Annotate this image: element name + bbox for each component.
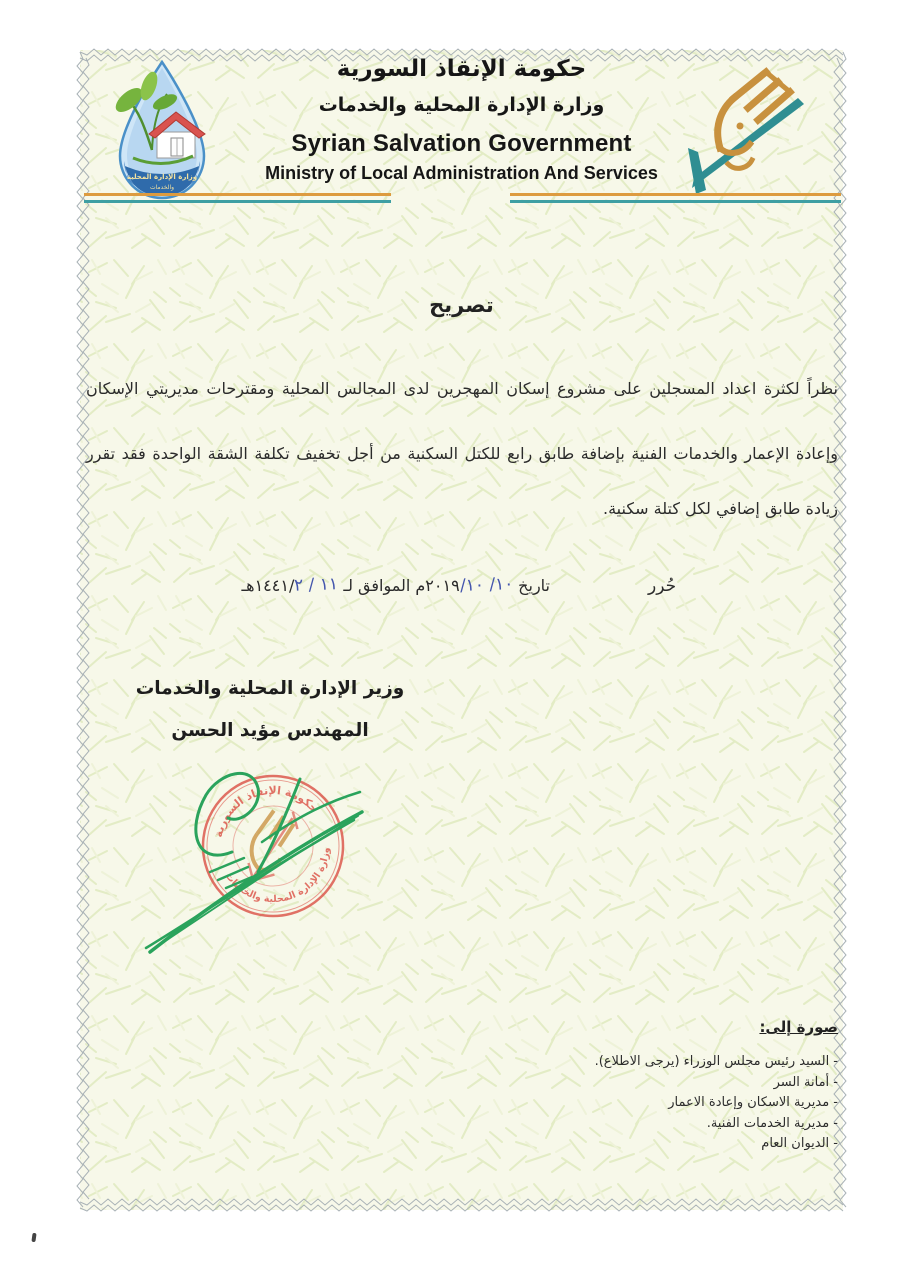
cc-item: - مديرية الخدمات الفنية.	[706, 1115, 838, 1131]
handwritten-hijri-day-month: ١١ / ٢	[294, 574, 339, 596]
document-title: تصريح	[429, 293, 494, 317]
date-line	[200, 576, 550, 596]
stamp-top-text: حكومة الإنقاذ السورية	[211, 783, 321, 839]
body-line-2: وإعادة الإعمار والخدمات الفنية بإضافة طابق رابع للكتل السكنية من أجل تخفيف تكلفة الشقة الواحدة فقد تقرر	[86, 444, 838, 463]
drop-logo-caption-line2: والخدمات	[149, 184, 175, 191]
date-year-and-middle: ٢٠١٩م الموافق لـ	[338, 576, 460, 595]
date-prefix: تاريخ	[513, 576, 550, 595]
copies-to-heading: صورة إلى:	[759, 1018, 838, 1036]
header-government-arabic: حكومة الإنقاذ السورية	[336, 56, 587, 82]
cc-item: - أمانة السر	[773, 1074, 838, 1090]
written-at-label: حُرر	[648, 576, 677, 596]
body-line-3: زيادة طابق إضافي لكل كتلة سكنية.	[603, 499, 838, 518]
cc-item: - الديوان العام	[761, 1136, 838, 1151]
header-ministry-arabic: وزارة الإدارة المحلية والخدمات	[318, 94, 605, 116]
date-hijri-year: /١٤٤١هـ	[241, 576, 295, 595]
gold-dot	[737, 123, 744, 130]
document-inner-area	[80, 50, 843, 1210]
signatory-name: المهندس مؤيد الحسن	[171, 720, 369, 741]
divider-left-teal	[84, 200, 391, 203]
stamp-center-calligraphy	[237, 806, 307, 880]
divider-right-teal	[510, 200, 841, 203]
stamp-bottom-text: وزارة الإدارة المحلية والخدمات	[222, 846, 333, 906]
drop-logo-caption-line1: وزارة الإدارة المحلية	[126, 173, 198, 181]
handwritten-day-month: ١٠/ ١٠/	[459, 574, 514, 596]
header-ministry-english: Ministry of Local Administration And Services	[265, 163, 658, 183]
cc-item: - السيد رئيس مجلس الوزراء (يرجى الاطلاع).	[594, 1054, 838, 1069]
divider-left-orange	[84, 193, 391, 196]
copies-to-list	[440, 1052, 838, 1155]
signatory-role: وزير الإدارة المحلية والخدمات	[135, 678, 405, 699]
official-stamp	[187, 760, 359, 932]
header-government-english: Syrian Salvation Government	[291, 130, 632, 157]
cc-item: - مديرية الاسكان وإعادة الاعمار	[668, 1095, 838, 1110]
body-line-1: نظراً لكثرة اعداد المسجلين على مشروع إسكان المهجرين لدى المجالس المحلية ومقترحات مديريتي الإسكان	[86, 379, 838, 398]
divider-right-orange	[510, 193, 841, 196]
